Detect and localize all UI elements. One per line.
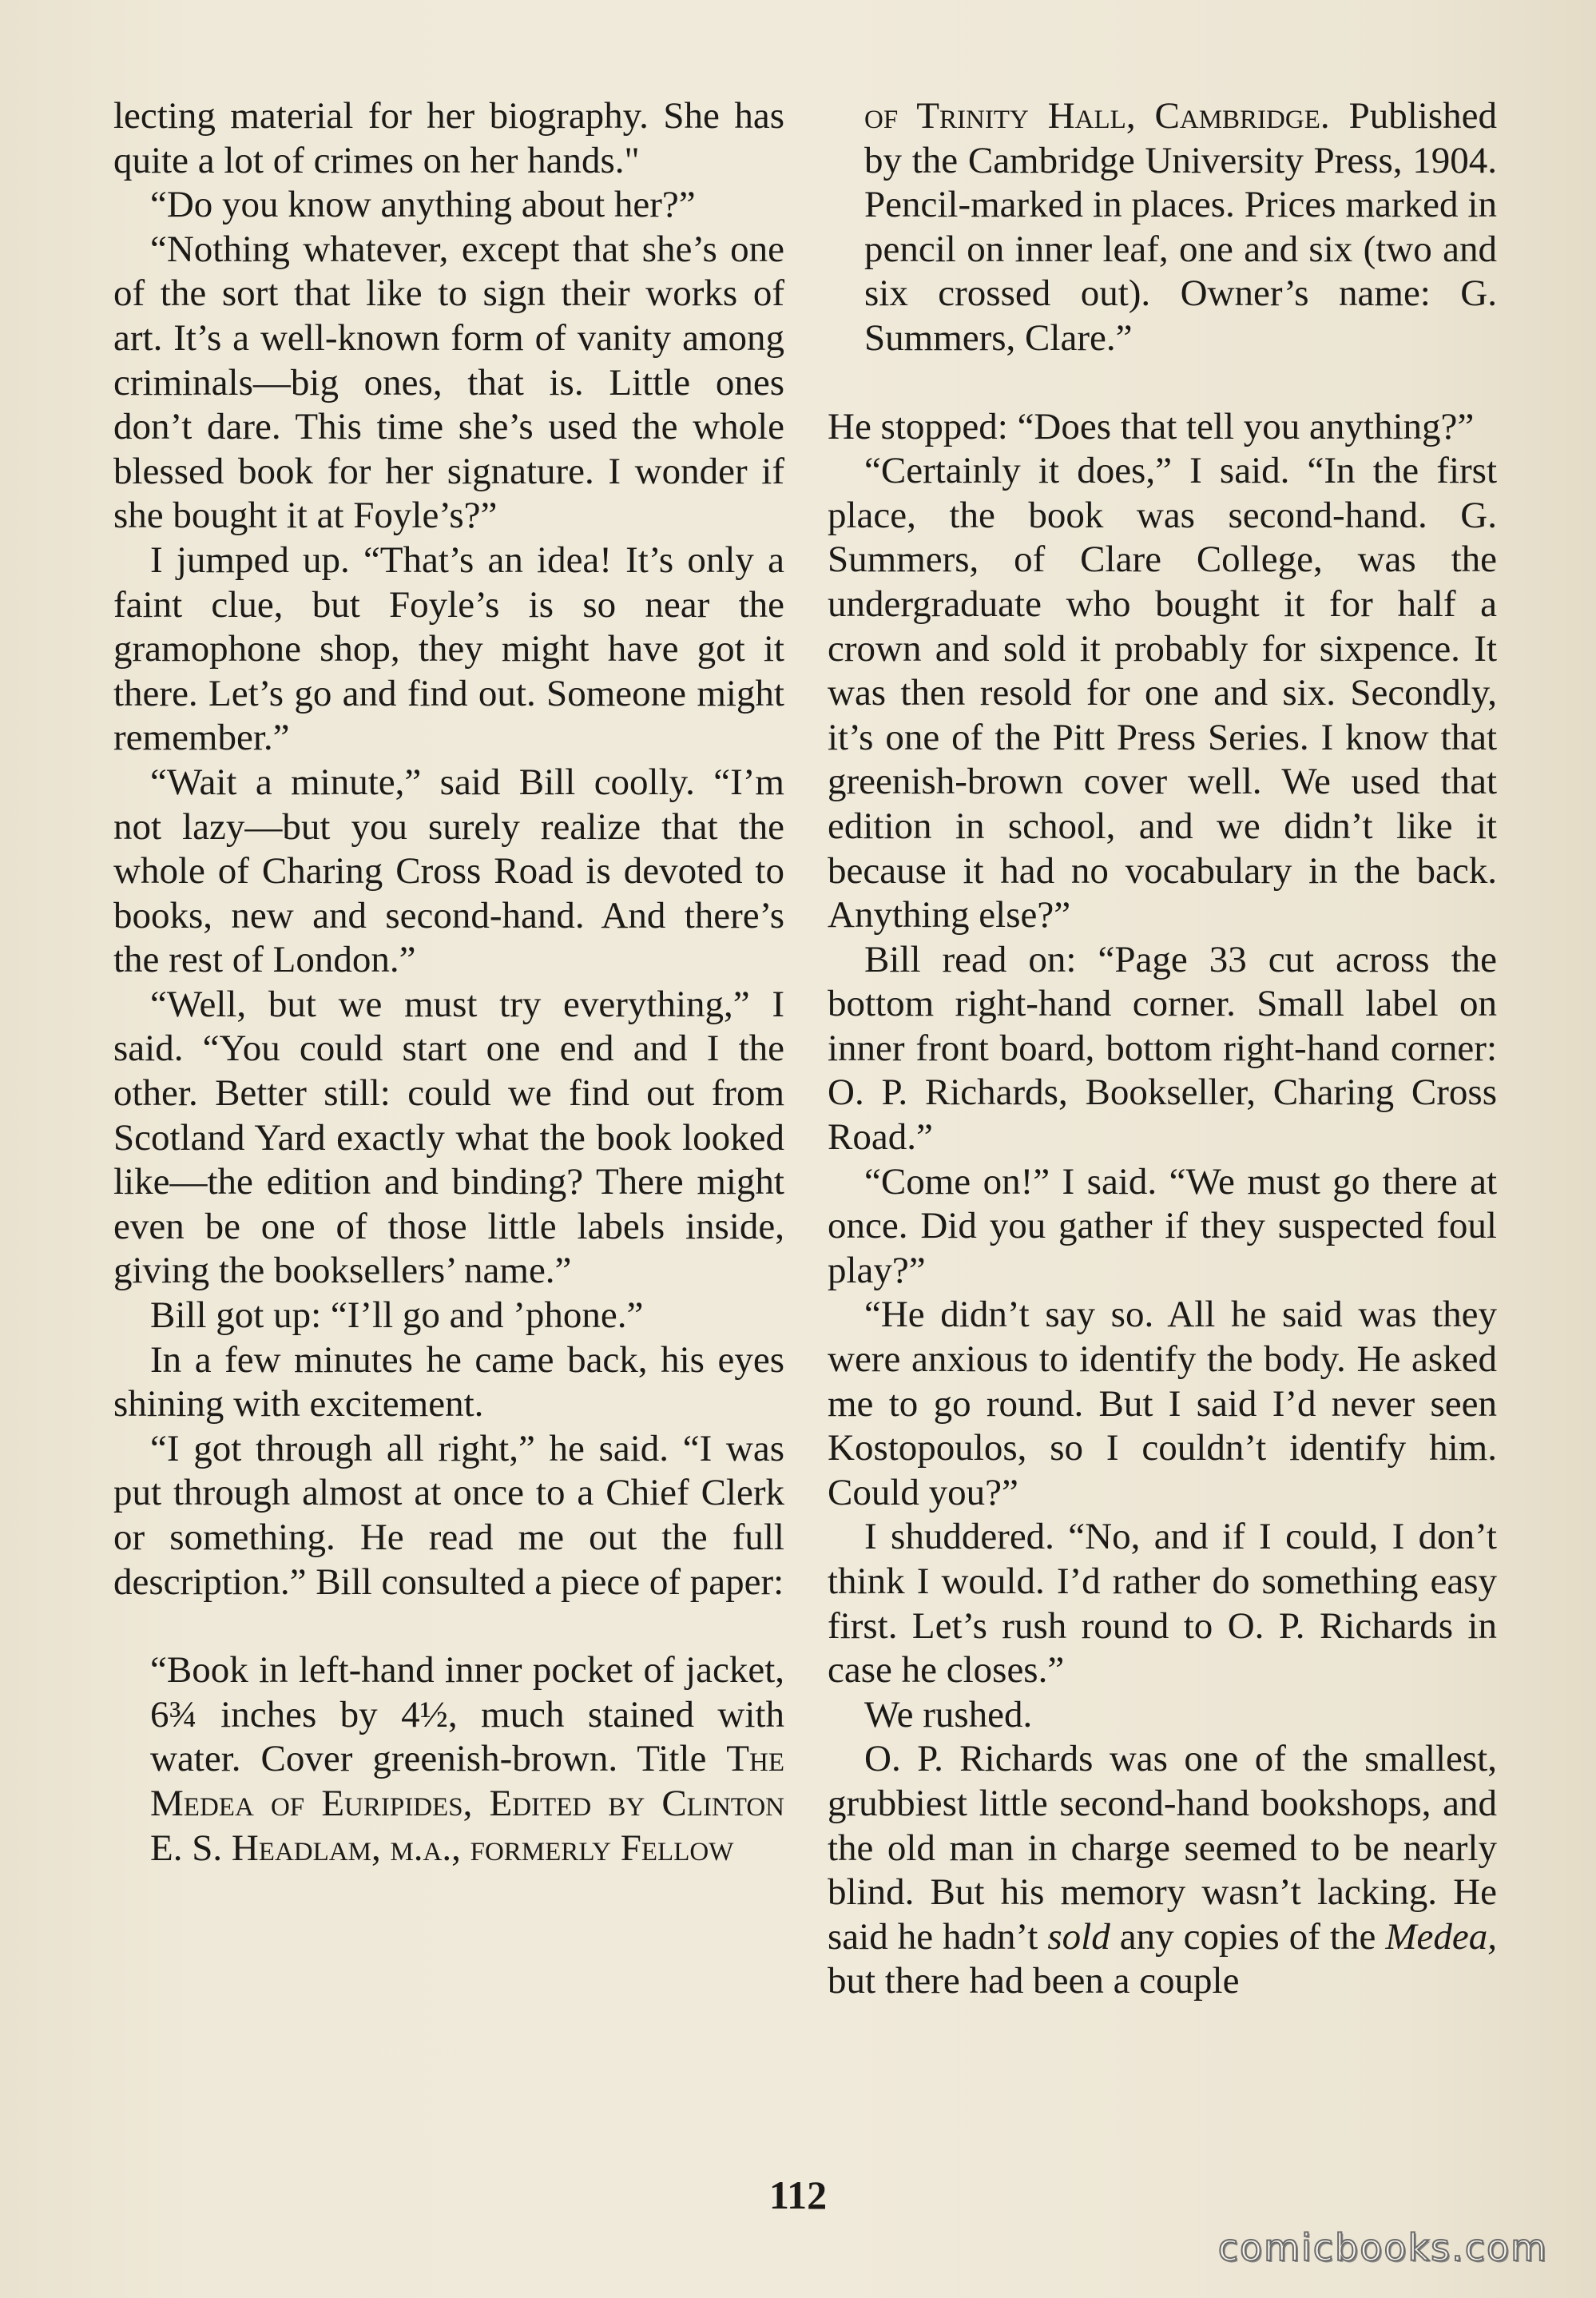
spacer bbox=[113, 1604, 784, 1648]
paragraph: I jumped up. “That’s an idea! It’s only a faint clue, but Foyle’s is so near the gramophone shop, they might have got it there. Let’s go and find out. Someone might remember.” bbox=[113, 539, 784, 759]
block-quote bbox=[113, 1648, 784, 1871]
text-run: but there had been a couple bbox=[828, 1960, 1240, 2002]
quote-text: Published by the Cambridge University Press, 1904. Pencil-marked in places. Prices marked in pencil on inner leaf, one and six (two and six crossed out). Owner’s name: G. Summers, Clare.” bbox=[864, 95, 1497, 359]
paragraph: Bill got up: “I’ll go and ’phone.” bbox=[150, 1294, 644, 1337]
paragraph: “He didn’t say so. All he said was they were anxious to identify the body. He asked me to go round. But I said I’d never seen Kostopoulos, so I couldn’t identify him. Could you?” bbox=[828, 1294, 1497, 1513]
paragraph: We rushed. bbox=[864, 1693, 1033, 1735]
spacer bbox=[828, 361, 1497, 405]
watermark-logo: comicbooks.com bbox=[1217, 2226, 1548, 2269]
page-number: 112 bbox=[768, 2173, 828, 2217]
paragraph: I shuddered. “No, and if I could, I don’t think I would. I’d rather do something easy first. Let’s rush round to O. P. Richards in case he closes.” bbox=[828, 1516, 1497, 1692]
paragraph: lecting material for her biography. She has quite a lot of crimes on her hands." bbox=[113, 95, 784, 181]
book-title: of Trinity Hall, Cambridge. bbox=[864, 95, 1330, 137]
paragraph: “I got through all right,” he said. “I was put through almost at once to a Chief Clerk or something. He read me out the full description.” Bill consulted a piece of paper: bbox=[113, 1427, 784, 1603]
emphasis: sold bbox=[1047, 1915, 1110, 1958]
left-column bbox=[113, 94, 784, 1871]
text-run: O. P. Richards was one of the smallest, grubbiest little second-hand bookshops, and the old man in charge seemed to be nearly blind. But his memory wasn’t lacking. He said he hadn’t bbox=[828, 1738, 1497, 1958]
block-quote-continued bbox=[828, 94, 1497, 361]
right-column bbox=[828, 94, 1497, 2004]
paragraph bbox=[828, 1737, 1497, 2004]
text-run: any copies of the bbox=[1110, 1915, 1386, 1958]
paragraph: “Nothing whatever, except that she’s one of the sort that like to sign their works of art. It’s a well-known form of vanity among criminals—big ones, that is. Little ones don’t dare. This time she’s used the whole blessed book for her signature. I wonder if she bought it at Foyle’s?” bbox=[113, 228, 784, 537]
book-title: The Medea of Euripides, Edited by Clinton E. S. Headlam, m.a., formerly Fellow bbox=[150, 1738, 784, 1869]
paragraph: Bill read on: “Page 33 cut across the bottom right-hand corner. Small label on inner front board, bottom right-hand corner: O. P. Richards, Bookseller, Charing Cross Road.” bbox=[828, 938, 1497, 1159]
paragraph: “Well, but we must try everything,” I said. “You could start one end and I the other. Better still: could we find out from Scotland Yard exactly what the book looked like—the edition and binding? There might even be one of those little labels inside, giving the booksellers’ name.” bbox=[113, 983, 784, 1292]
paragraph: “Wait a minute,” said Bill coolly. “I’m not lazy—but you surely realize that the whole of Charing Cross Road is devoted to books, new and second-hand. And there’s the rest of London.” bbox=[113, 761, 784, 981]
paragraph: “Do you know anything about her?” bbox=[150, 184, 696, 226]
paragraph: In a few minutes he came back, his eyes shining with excitement. bbox=[113, 1338, 784, 1425]
emphasis: Medea, bbox=[1385, 1915, 1497, 1958]
paragraph: “Certainly it does,” I said. “In the first place, the book was second-hand. G. Summers, of Clare College, was the undergraduate who bought it for half a crown and sold it probably for sixpence. It was then resold for one and six. Secondly, it’s one of the Pitt Press Series. I know that greenish-brown cover well. We used that edition in school, and we didn’t like it because it had no vocabulary in the back. Anything else?” bbox=[828, 450, 1497, 936]
paragraph: “Come on!” I said. “We must go there at once. Did you gather if they suspected foul play?” bbox=[828, 1160, 1497, 1291]
quote-text: “Book in left-hand inner pocket of jacket, 6¾ inches by 4½, much stained with water. Cover greenish-brown. Title bbox=[150, 1649, 784, 1780]
paragraph: He stopped: “Does that tell you anything?” bbox=[828, 405, 1475, 447]
